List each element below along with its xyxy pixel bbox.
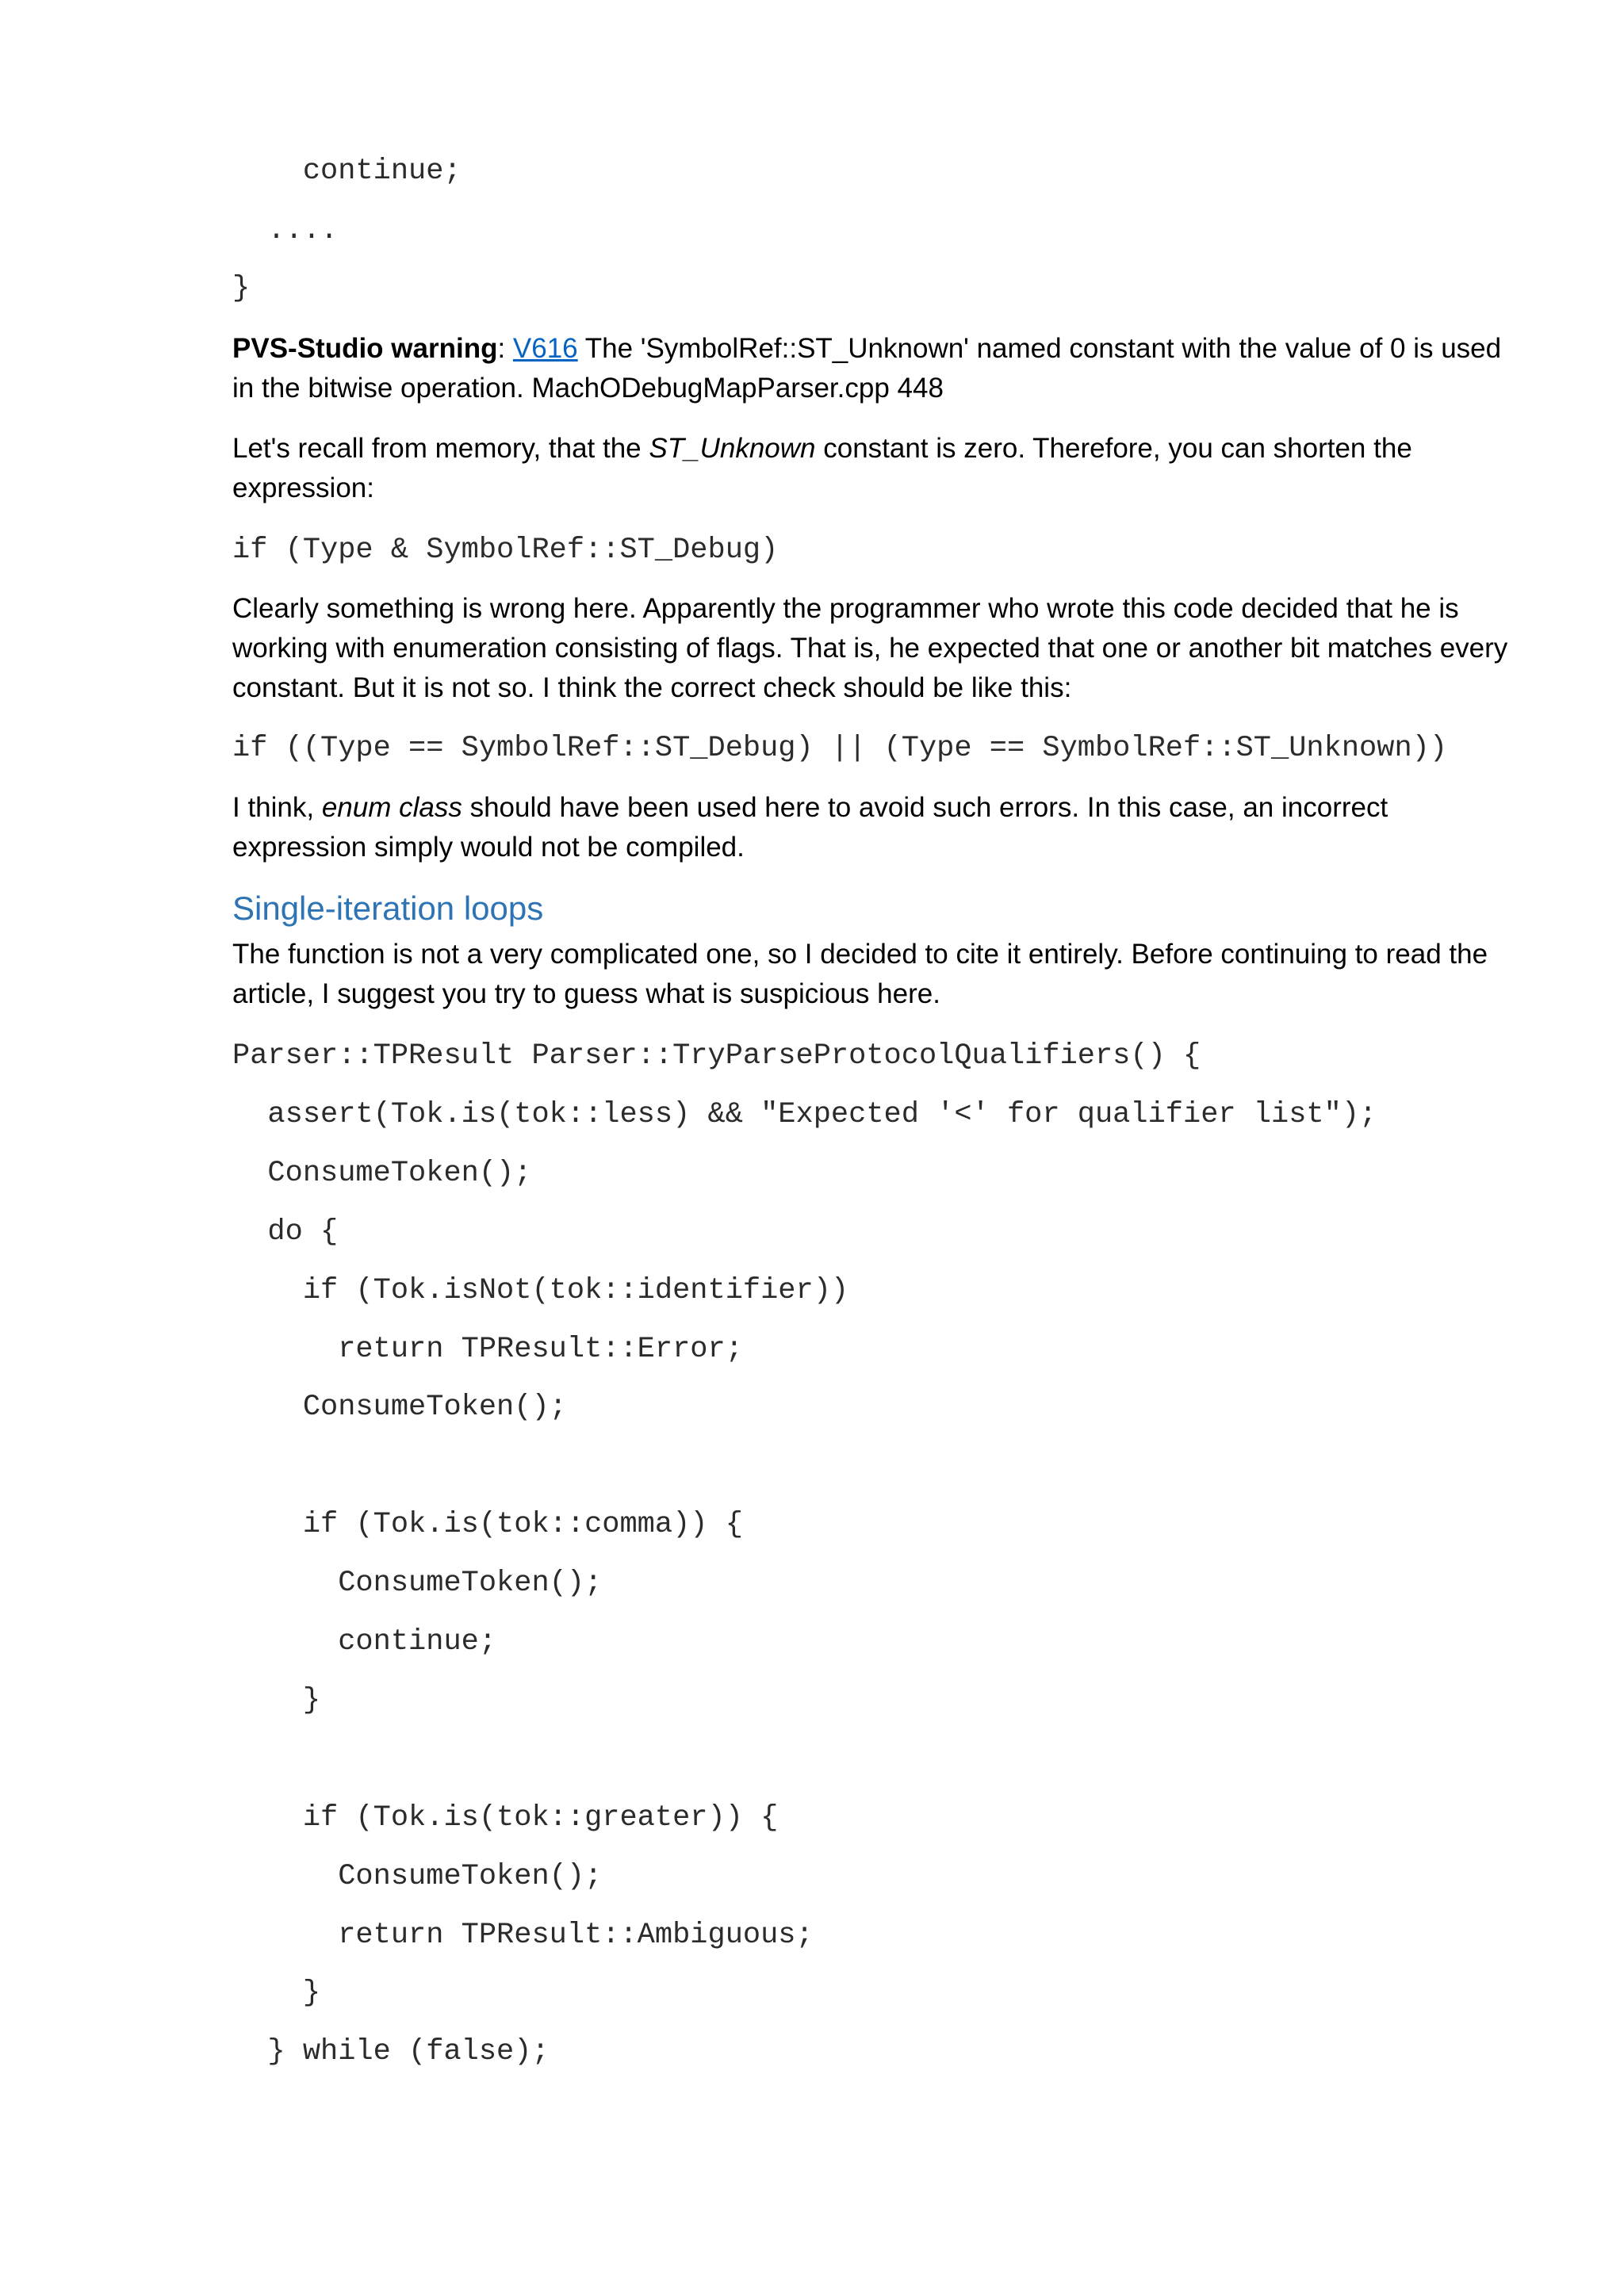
code-line: if (Tok.is(tok::greater)) { [232,1801,779,1835]
code-line: do { [232,1215,339,1249]
code-line: Parser::TPResult Parser::TryParseProtocolQualifiers() { [232,1039,1201,1073]
paragraph-text: Let's recall from memory, that the [232,433,649,464]
code-line: return TPResult::Ambiguous; [232,1919,814,1952]
warning-text: The 'SymbolRef::ST_Unknown' named constant with the value of 0 is used in the bitwise operation. MachODebugMapParser.cpp 448 [232,333,1502,404]
code-line: ConsumeToken(); [232,1157,532,1190]
code-line: continue; [232,1625,497,1659]
code-line: } while (false); [232,2035,550,2068]
code-line: } [232,272,251,305]
paragraph-text: I think, [232,792,322,823]
diagnostic-link[interactable]: V616 [512,333,578,364]
section-heading: Single-iteration loops [232,890,544,927]
warning-label: PVS-Studio warning [232,333,498,364]
enum-class-paragraph [232,788,1517,867]
code-line: ConsumeToken(); [232,1391,567,1424]
warning-paragraph [232,329,1517,408]
code-line: .... [232,214,339,247]
paragraph-text: should have been used here to avoid such errors. In this case, an incorrect expression simply would not be compiled. [232,792,1388,863]
code-line: ConsumeToken(); [232,1860,603,1893]
code-line: if (Tok.isNot(tok::identifier)) [232,1274,849,1307]
code-line: ConsumeToken(); [232,1567,603,1600]
code-line: if (Type & SymbolRef::ST_Debug) [232,534,779,567]
code-line: return TPResult::Error; [232,1333,743,1366]
emphasis-enum-class: enum class [321,792,462,823]
code-line: if (Tok.is(tok::comma)) { [232,1508,743,1541]
code-line: continue; [232,155,462,188]
warning-separator: : [497,333,513,364]
paragraph-text: constant is zero. Therefore, you can shorten the expression: [232,433,1412,503]
code-line: assert(Tok.is(tok::less) && "Expected '<' for qualifier list"); [232,1098,1377,1131]
explanation-paragraph: Clearly something is wrong here. Apparently the programmer who wrote this code decided that he is working with enumeration consisting of flags. That is, he expected that one or another bit matches every constant. But it is not so. I think the correct check should be like this: [232,593,1508,703]
intro-paragraph: The function is not a very complicated one, so I decided to cite it entirely. Before continuing to read the article, I suggest you try to guess what is suspicious here. [232,939,1488,1009]
recall-paragraph [232,429,1517,508]
code-line: if ((Type == SymbolRef::ST_Debug) || (Type == SymbolRef::ST_Unknown)) [232,732,1448,765]
code-line: } [232,1684,321,1717]
code-line: } [232,1976,321,2010]
emphasis-constant: ST_Unknown [649,433,816,464]
